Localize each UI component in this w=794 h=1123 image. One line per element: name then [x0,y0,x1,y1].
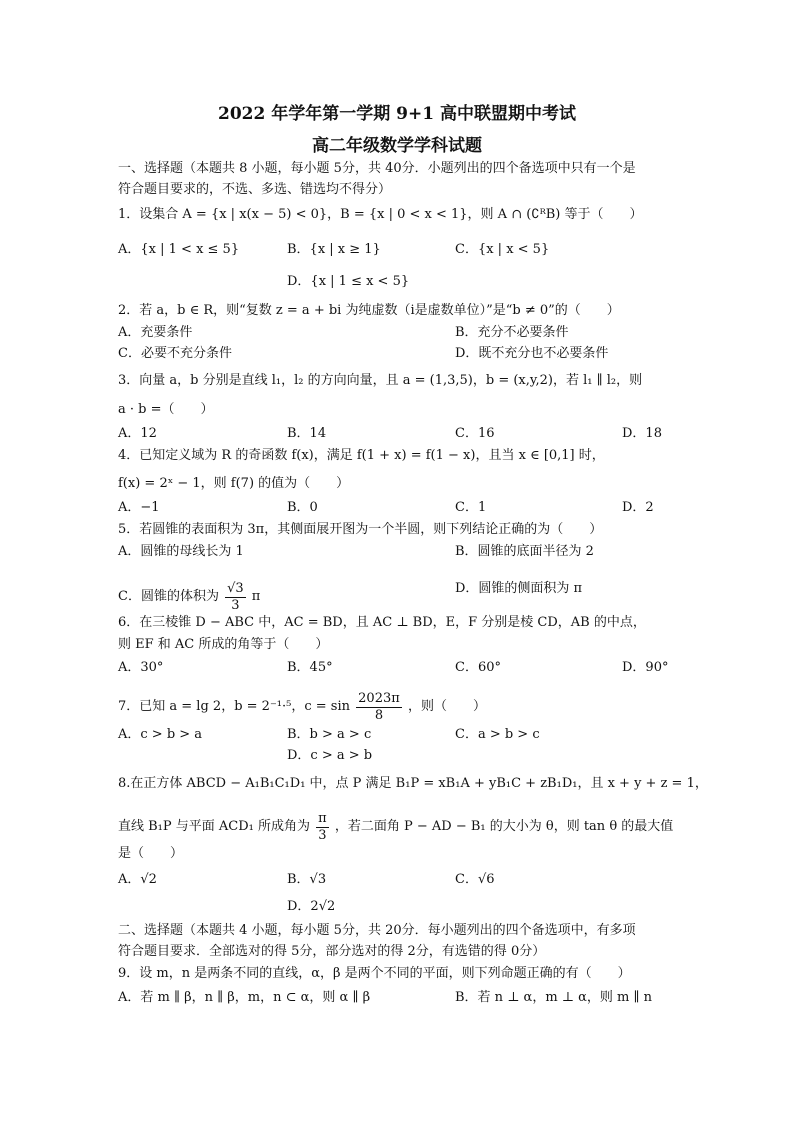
q9-stem: 9．设 m，n 是两条不同的直线，α，β 是两个不同的平面，则下列命题正确的有（ ） [118,966,631,981]
q7-option-a: A．c > b > a [118,727,203,742]
q3-option-c: C．16 [455,426,495,441]
q4-option-a: A．−1 [118,500,160,515]
section1-heading-line2: 符合题目要求的，不选、多选、错选均不得分） [118,182,392,197]
q8-option-d: D．2√2 [287,899,336,914]
q7-stem-numerator: 2023π [358,691,400,706]
q6-option-b: B．45° [287,660,333,675]
q5-option-c-suffix: π [251,589,261,604]
q3-option-d: D．18 [622,426,662,441]
q2-option-d: D．既不充分也不必要条件 [455,346,609,361]
q2-option-a: A．充要条件 [118,325,193,340]
q7-stem-fraction [356,691,402,724]
q8-stem-line3: 是（ ） [118,846,184,861]
q2-option-b: B．充分不必要条件 [455,325,569,340]
q6-option-c: C．60° [455,660,501,675]
q8-stem-line2 [118,810,673,843]
q5-option-c-denominator: 3 [231,598,240,613]
q1-option-c: C．{x | x < 5} [455,242,550,257]
q6-option-a: A．30° [118,660,164,675]
q5-option-c-numerator: √3 [227,581,244,596]
q1-stem: 1．设集合 A = {x | x(x − 5) < 0}，B = {x | 0 < x < 1}，则 A ∩ (∁ᴿB) 等于（ ） [118,207,643,222]
q4-option-b: B．0 [287,500,318,515]
q3-stem-line2: a · b =（ ） [118,402,214,417]
q4-stem-line1: 4．已知定义域为 R 的奇函数 f(x)，满足 f(1 + x) = f(1 − x)，且当 x ∈ [0,1] 时， [118,448,605,463]
q4-stem-line2: f(x) = 2ˣ − 1，则 f(7) 的值为（ ） [118,476,350,491]
q3-stem-line1: 3．向量 a，b 分别是直线 l₁，l₂ 的方向向量，且 a = (1,3,5)，b = (x,y,2)，若 l₁ ∥ l₂，则 [118,373,643,388]
q7-option-d: D．c > a > b [287,748,373,763]
q5-option-b: B．圆锥的底面半径为 2 [455,544,594,559]
q9-option-a: A．若 m ∥ β，n ∥ β，m，n ⊂ α，则 α ∥ β [118,990,371,1005]
q7-stem-prefix: 7．已知 a = lg 2，b = 2⁻¹·⁵，c = sin [118,699,351,714]
q3-option-b: B．14 [287,426,327,441]
q5-option-a: A．圆锥的母线长为 1 [118,544,244,559]
q6-stem-line1: 6．在三棱锥 D − ABC 中，AC = BD，且 AC ⊥ BD，E，F 分别是棱 CD，AB 的中点， [118,615,646,630]
q8-option-c: C．√6 [455,872,495,887]
q6-option-d: D．90° [622,660,669,675]
q1-option-d: D．{x | 1 ≤ x < 5} [287,274,410,289]
q4-option-d: D．2 [622,500,654,515]
q7-stem-suffix: ，则（ ） [407,699,486,714]
q8-stem-numerator: π [318,811,327,826]
q1-option-a: A．{x | 1 < x ≤ 5} [118,242,240,257]
q7-option-c: C．a > b > c [455,727,540,742]
q8-stem-fraction [316,811,329,844]
exam-subtitle: 高二年级数学学科试题 [312,136,482,156]
section1-heading-line1: 一、选择题（本题共 8 小题，每小题 5分，共 40分．小题列出的四个备选项中只有一个是 [118,161,636,176]
q3-option-a: A．12 [118,426,157,441]
q5-option-d: D．圆锥的侧面积为 π [455,581,583,596]
q5-option-c [118,580,260,613]
q1-option-b: B．{x | x ≥ 1} [287,242,381,257]
section2-heading-line1: 二、选择题（本题共 4 小题，每小题 5分，共 20分．每小题列出的四个备选项中，有多项 [118,923,636,938]
q8-stem-line2-suffix: ，若二面角 P − AD − B₁ 的大小为 θ，则 tan θ 的最大值 [334,819,674,834]
q8-stem-line1: 8.在正方体 ABCD − A₁B₁C₁D₁ 中，点 P 满足 B₁P = xB₁A + yB₁C + zB₁D₁，且 x + y + z = 1， [118,776,708,791]
q8-option-a: A．√2 [118,872,157,887]
q5-stem: 5．若圆锥的表面积为 3π，其侧面展开图为一个半圆，则下列结论正确的为（ ） [118,522,603,537]
q5-option-c-prefix: C．圆锥的体积为 [118,589,219,604]
q2-stem: 2．若 a，b ∈ R，则“复数 z = a + bi 为纯虚数（i是虚数单位）”是“b ≠ 0”的（ ） [118,303,620,318]
q2-option-c: C．必要不充分条件 [118,346,232,361]
q9-option-b: B．若 n ⊥ α，m ⊥ α，则 m ∥ n [455,990,653,1005]
q8-stem-line2-prefix: 直线 B₁P 与平面 ACD₁ 所成角为 [118,819,311,834]
q8-stem-denominator: 3 [318,828,327,843]
q7-option-b: B．b > a > c [287,727,372,742]
q8-option-b: B．√3 [287,872,327,887]
q5-option-c-fraction [225,581,246,614]
q4-option-c: C．1 [455,500,487,515]
q7-stem [118,690,486,723]
exam-title: 2022 年学年第一学期 9+1 高中联盟期中考试 [218,104,576,124]
section2-heading-line2: 符合题目要求．全部选对的得 5分，部分选对的得 2分，有选错的得 0分） [118,944,546,959]
q7-stem-denominator: 8 [374,708,384,723]
q6-stem-line2: 则 EF 和 AC 所成的角等于（ ） [118,637,329,652]
